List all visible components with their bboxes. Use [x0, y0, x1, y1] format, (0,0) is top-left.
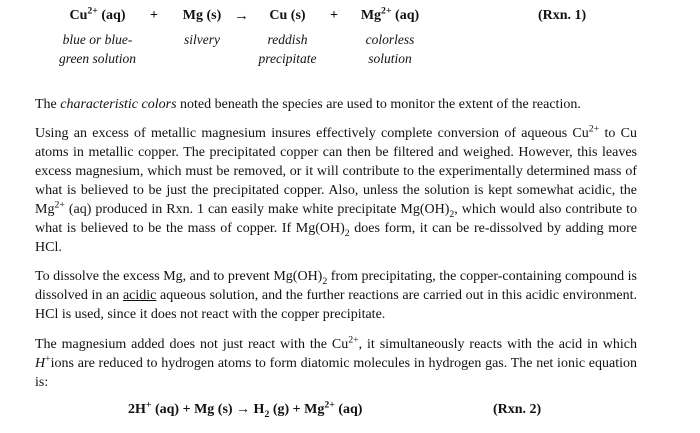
reaction-1-label: (Rxn. 1) [538, 8, 587, 23]
species-formula: Mg (s) [182, 8, 222, 23]
species-formula: $Cu^{2+}$ (aq) [69, 5, 126, 23]
species-formula: Cu (s) [269, 8, 306, 23]
paragraph-hydrogen-gas: The magnesium added does not just react with the $Cu^{2+}$, it simultaneously reacts with the acid in which H+ions are reduced to hydrogen atoms to form diatomic molecules in hydrogen gas. The net ionic equation is: [35, 334, 637, 390]
species-cu2-aq [40, 5, 155, 68]
species-formula: $Mg^{2+}$ (aq) [360, 5, 420, 23]
plus-sign: + [330, 8, 338, 23]
species-description: reddish precipitate [258, 32, 317, 66]
reaction-1 [0, 5, 700, 78]
reaction-2-equation: 2H+ (aq) + Mg $(s) \to H_2$ $(g) + Mg^{2+}$ (aq) [128, 399, 363, 420]
paragraph-colors: The characteristic colors noted beneath the species are used to monitor the extent of the reaction. [35, 97, 581, 112]
species-mg2-aq [350, 5, 430, 68]
reaction-arrow: → [234, 8, 249, 24]
species-description: colorless solution [365, 32, 415, 66]
species-description: silvery [184, 32, 220, 47]
paragraph-acidic-solution: To dissolve the excess Mg, and to prevent $Mg(OH)_2$ from precipitating, the copper-containing compound is dissolved in an acidic aqueous solution, and the further reactions are carried out in this acidic environment. HCl is used, since it does not react with the copper precipitate. [35, 269, 637, 322]
species-cu-s [250, 8, 325, 68]
reaction-2-label: (Rxn. 2) [493, 402, 542, 417]
species-description: blue or blue- green solution [58, 32, 137, 66]
species-mg-s [172, 8, 232, 49]
plus-sign: + [150, 8, 158, 23]
paragraph-excess-magnesium: Using an excess of metallic magnesium insures effectively complete conversion of aqueous $Cu^{2+}$ to Cu atoms in metallic copper. The precipitated copper can then be filtered and weighed. However, this leaves excess magnesium, which must be removed, or it will contribute to the experimentally determined mass of what is believed to be just the precipitated copper. Also, unless the solution is kept somewhat acidic, the $Mg^{2+}$ (aq) produced in Rxn. 1 can easily make white precipitate $Mg(OH)_2$, which would also contribute to what is believed to be the mass of copper. If $Mg(OH)_2$ does form, it can be re-dissolved by adding more HCl. [35, 123, 637, 255]
